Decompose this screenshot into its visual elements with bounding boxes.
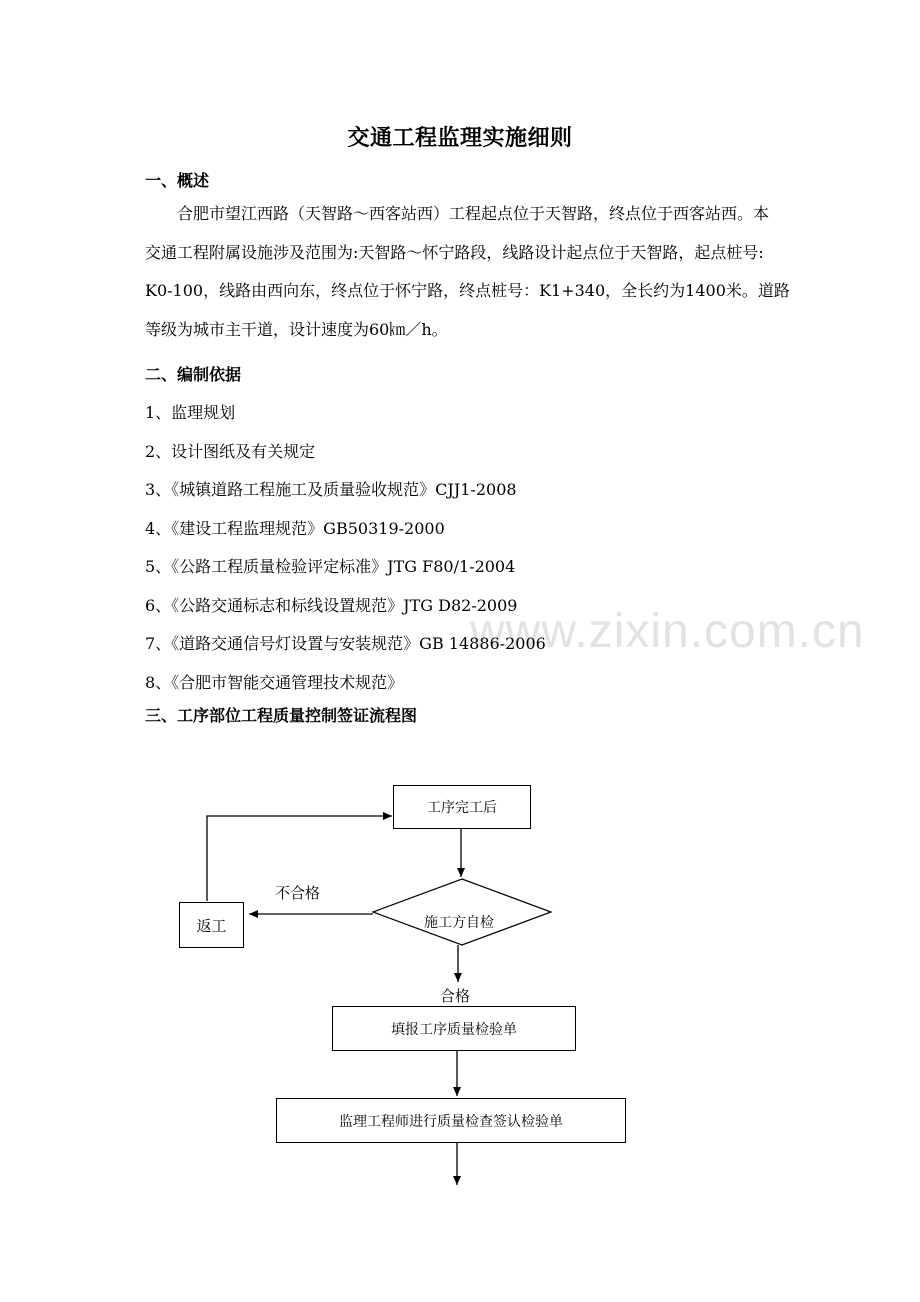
basis-item: 2、设计图纸及有关规定 — [145, 442, 316, 461]
flow-rework-box: 返工 — [179, 902, 244, 948]
basis-item: 3、《城镇道路工程施工及质量验收规范》CJJ1-2008 — [145, 480, 517, 499]
flow-start-box: 工序完工后 — [393, 785, 531, 829]
flow-pass-label: 合格 — [440, 987, 471, 1005]
section-heading-basis: 二、编制依据 — [145, 365, 242, 384]
watermark: www.zixin.com.cn — [470, 605, 865, 658]
basis-item: 1、监理规划 — [145, 403, 236, 422]
document-title: 交通工程监理实施细则 — [347, 125, 573, 151]
flow-fail-label: 不合格 — [275, 884, 321, 902]
basis-item: 7、《道路交通信号灯设置与安装规范》GB 14886-2006 — [145, 634, 546, 653]
basis-item: 5、《公路工程质量检验评定标准》JTG F80/1-2004 — [145, 557, 516, 576]
section-heading-flowchart: 三、工序部位工程质量控制签证流程图 — [145, 706, 418, 725]
section-heading-overview: 一、概述 — [145, 171, 210, 190]
overview-line-1: 合肥市望江西路（天智路～西客站西）工程起点位于天智路，终点位于西客站西。本 — [177, 204, 770, 223]
overview-line-3: K0-100，线路由西向东，终点位于怀宁路，终点桩号：K1+340，全长约为1400米。道路 — [145, 281, 790, 300]
basis-item: 8、《合肥市智能交通管理技术规范》 — [145, 673, 404, 692]
overview-line-4: 等级为城市主干道，设计速度为60㎞／h。 — [145, 319, 448, 339]
flow-step1-box: 填报工序质量检验单 — [332, 1006, 576, 1051]
overview-line-2: 交通工程附属设施涉及范围为:天智路～怀宁路段，线路设计起点位于天智路，起点桩号: — [145, 242, 764, 262]
basis-item: 4、《建设工程监理规范》GB50319-2000 — [145, 519, 445, 538]
basis-item: 6、《公路交通标志和标线设置规范》JTG D82-2009 — [145, 596, 518, 615]
flow-check-label: 施工方自检 — [424, 915, 494, 931]
flow-step2-box: 监理工程师进行质量检查签认检验单 — [276, 1098, 626, 1143]
